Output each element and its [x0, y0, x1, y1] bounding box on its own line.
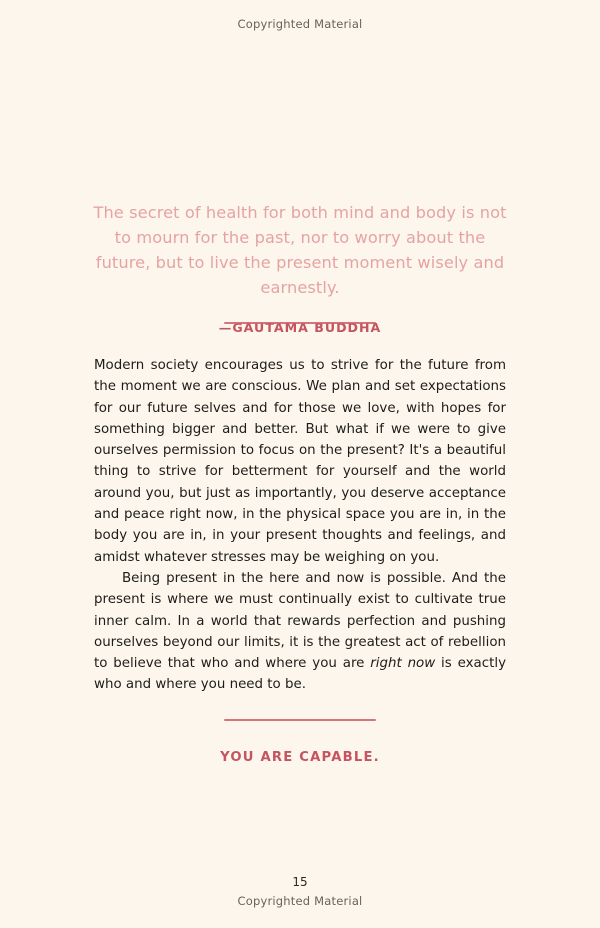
divider-rule-bottom	[224, 719, 376, 721]
paragraph-two-emphasis: right now	[370, 656, 436, 672]
quote-attribution: —GAUTAMA BUDDHA	[218, 320, 382, 335]
divider-rule-top	[224, 322, 376, 324]
copyright-watermark-top: Copyrighted Material	[237, 17, 363, 31]
body-copy	[94, 355, 506, 696]
closing-affirmation: YOU ARE CAPABLE.	[220, 750, 380, 765]
page-number: 15	[292, 875, 308, 889]
paragraph-one: Modern society encourages us to strive for the future from the moment we are conscious. We plan and set expectations for our future selves and for those we love, with hopes for something bigger and better. But what if we were to give ourselves permission to focus on the present? It's a beautiful thing to strive for betterment for yourself and the world around you, but just as importantly, you deserve acceptance and peace right now, in the physical space you are in, in the body you are in, in your present thoughts and feelings, and amidst whatever stresses may be weighing on you.	[94, 358, 506, 565]
pull-quote	[93, 200, 507, 335]
paragraph-two-tail: is exactly who and where you need to be.	[94, 656, 506, 693]
paragraph-two	[94, 568, 506, 696]
paragraph-two-lead: Being present in the here and now is possible. And the present is where we must continually exist to cultivate true inner calm. In a world that rewards perfection and pushing ourselves beyond our limits, it is the greatest act of rebellion to believe that who and where you are	[94, 570, 506, 672]
quote-text: The secret of health for both mind and body is not to mourn for the past, nor to worry about the future, but to live the present moment wisely and earnestly.	[93, 203, 507, 297]
copyright-watermark-bottom: Copyrighted Material	[237, 894, 363, 908]
